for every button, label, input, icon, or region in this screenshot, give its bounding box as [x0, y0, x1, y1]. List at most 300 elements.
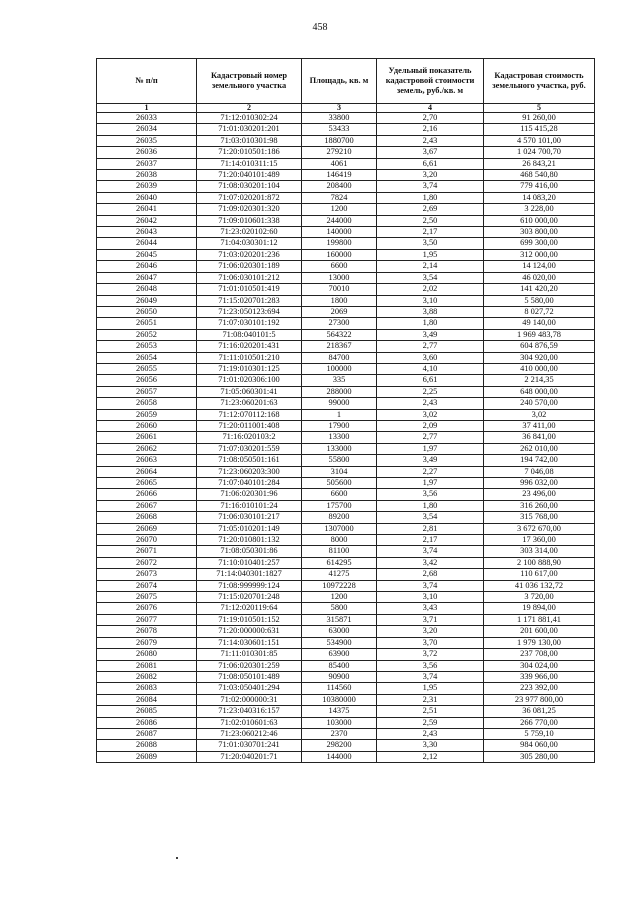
table-row — [97, 489, 595, 500]
table-row — [97, 569, 595, 580]
row-number: 26070 — [97, 535, 197, 546]
area: 10380000 — [302, 694, 377, 705]
table-row — [97, 181, 595, 192]
specific-value: 3,42 — [377, 557, 484, 568]
row-number: 26074 — [97, 580, 197, 591]
area: 81100 — [302, 546, 377, 557]
table-row — [97, 318, 595, 329]
cadastral-value: 91 260,00 — [484, 113, 595, 124]
cadastral-number: 71:16:020201:431 — [197, 341, 302, 352]
cadastral-number: 71:20:010801:132 — [197, 535, 302, 546]
row-number: 26049 — [97, 295, 197, 306]
specific-value: 3,71 — [377, 614, 484, 625]
cadastral-number: 71:01:030701:241 — [197, 740, 302, 751]
row-number: 26041 — [97, 204, 197, 215]
specific-value: 3,88 — [377, 306, 484, 317]
area: 89200 — [302, 512, 377, 523]
area: 1200 — [302, 204, 377, 215]
cadastral-value: 37 411,00 — [484, 420, 595, 431]
area: 140000 — [302, 227, 377, 238]
cadastral-number: 71:12:010302:24 — [197, 113, 302, 124]
cadastral-value: 339 966,00 — [484, 671, 595, 682]
cadastral-number: 71:12:020119:64 — [197, 603, 302, 614]
cadastral-value: 14 124,00 — [484, 261, 595, 272]
cadastral-number: 71:23:020102:60 — [197, 227, 302, 238]
cadastral-number: 71:02:010601:63 — [197, 717, 302, 728]
specific-value: 3,50 — [377, 238, 484, 249]
table-row — [97, 717, 595, 728]
row-number: 26042 — [97, 215, 197, 226]
area: 13300 — [302, 432, 377, 443]
cadastral-value: 240 570,00 — [484, 398, 595, 409]
row-number: 26059 — [97, 409, 197, 420]
area: 1800 — [302, 295, 377, 306]
row-number: 26077 — [97, 614, 197, 625]
cadastral-value: 237 708,00 — [484, 649, 595, 660]
row-number: 26076 — [97, 603, 197, 614]
table-row — [97, 432, 595, 443]
area: 298200 — [302, 740, 377, 751]
specific-value: 3,30 — [377, 740, 484, 751]
column-number: 3 — [302, 104, 377, 113]
column-number-row — [97, 104, 595, 113]
row-number: 26080 — [97, 649, 197, 660]
area: 84700 — [302, 352, 377, 363]
area: 17900 — [302, 420, 377, 431]
table-row — [97, 728, 595, 739]
specific-value: 3,20 — [377, 626, 484, 637]
specific-value: 2,70 — [377, 113, 484, 124]
header-number: № п/п — [97, 59, 197, 104]
table-row — [97, 626, 595, 637]
cadastral-value: 468 540,80 — [484, 170, 595, 181]
area: 2069 — [302, 306, 377, 317]
cadastral-value: 304 024,00 — [484, 660, 595, 671]
area: 2370 — [302, 728, 377, 739]
table-row — [97, 386, 595, 397]
specific-value: 3,02 — [377, 409, 484, 420]
table-row — [97, 147, 595, 158]
area: 41275 — [302, 569, 377, 580]
area: 103000 — [302, 717, 377, 728]
cadastral-value: 1 024 700,70 — [484, 147, 595, 158]
cadastral-number: 71:19:010501:152 — [197, 614, 302, 625]
area: 208400 — [302, 181, 377, 192]
table-row — [97, 227, 595, 238]
table-row — [97, 295, 595, 306]
area: 1880700 — [302, 135, 377, 146]
cadastral-number: 71:07:020201:872 — [197, 192, 302, 203]
area: 7824 — [302, 192, 377, 203]
cadastral-number: 71:01:030201:201 — [197, 124, 302, 135]
table-row — [97, 135, 595, 146]
cadastral-number: 71:06:020301:96 — [197, 489, 302, 500]
cadastral-value: 312 000,00 — [484, 249, 595, 260]
area: 63000 — [302, 626, 377, 637]
specific-value: 1,80 — [377, 500, 484, 511]
specific-value: 3,49 — [377, 455, 484, 466]
specific-value: 2,31 — [377, 694, 484, 705]
cadastral-number: 71:06:030101:212 — [197, 272, 302, 283]
row-number: 26051 — [97, 318, 197, 329]
area: 33800 — [302, 113, 377, 124]
row-number: 26054 — [97, 352, 197, 363]
cadastral-value: 110 617,00 — [484, 569, 595, 580]
table-row — [97, 375, 595, 386]
row-number: 26050 — [97, 306, 197, 317]
specific-value: 2,43 — [377, 398, 484, 409]
cadastral-number: 71:11:010301:85 — [197, 649, 302, 660]
cadastral-number: 71:19:010301:125 — [197, 363, 302, 374]
cadastral-number: 71:23:040316:157 — [197, 706, 302, 717]
cadastral-value: 2 214,35 — [484, 375, 595, 386]
specific-value: 6,61 — [377, 158, 484, 169]
table-row — [97, 158, 595, 169]
specific-value: 2,81 — [377, 523, 484, 534]
area: 244000 — [302, 215, 377, 226]
row-number: 26039 — [97, 181, 197, 192]
row-number: 26065 — [97, 478, 197, 489]
table-row — [97, 238, 595, 249]
cadastral-number: 71:20:010501:186 — [197, 147, 302, 158]
row-number: 26075 — [97, 592, 197, 603]
cadastral-number: 71:07:030201:559 — [197, 443, 302, 454]
table-row — [97, 170, 595, 181]
cadastral-value: 17 360,00 — [484, 535, 595, 546]
cadastral-number: 71:20:040101:489 — [197, 170, 302, 181]
cadastral-value: 36 081,25 — [484, 706, 595, 717]
cadastral-number: 71:06:020301:259 — [197, 660, 302, 671]
cadastral-number: 71:01:010501:419 — [197, 284, 302, 295]
cadastral-number: 71:08:030201:104 — [197, 181, 302, 192]
specific-value: 3,10 — [377, 295, 484, 306]
row-number: 26063 — [97, 455, 197, 466]
cadastral-value: 996 032,00 — [484, 478, 595, 489]
specific-value: 3,56 — [377, 489, 484, 500]
specific-value: 2,27 — [377, 466, 484, 477]
cadastral-number: 71:08:999999:124 — [197, 580, 302, 591]
area: 53433 — [302, 124, 377, 135]
area: 10972228 — [302, 580, 377, 591]
cadastral-number: 71:23:060203:300 — [197, 466, 302, 477]
cadastral-number: 71:05:010201:149 — [197, 523, 302, 534]
table-row — [97, 204, 595, 215]
cadastral-number: 71:06:030101:217 — [197, 512, 302, 523]
cadastral-value: 7 046,08 — [484, 466, 595, 477]
cadastral-number: 71:09:010601:338 — [197, 215, 302, 226]
row-number: 26088 — [97, 740, 197, 751]
row-number: 26058 — [97, 398, 197, 409]
cadastral-number: 71:14:030601:151 — [197, 637, 302, 648]
cadastral-value: 4 570 101,00 — [484, 135, 595, 146]
table-row — [97, 341, 595, 352]
row-number: 26062 — [97, 443, 197, 454]
cadastral-value: 604 876,59 — [484, 341, 595, 352]
area: 1307000 — [302, 523, 377, 534]
row-number: 26037 — [97, 158, 197, 169]
row-number: 26083 — [97, 683, 197, 694]
row-number: 26071 — [97, 546, 197, 557]
area: 27300 — [302, 318, 377, 329]
cadastral-number: 71:03:020201:236 — [197, 249, 302, 260]
specific-value: 1,97 — [377, 443, 484, 454]
area: 5800 — [302, 603, 377, 614]
cadastral-value: 699 300,00 — [484, 238, 595, 249]
cadastral-value: 23 496,00 — [484, 489, 595, 500]
cadastral-value: 201 600,00 — [484, 626, 595, 637]
cadastral-number: 71:02:000000:31 — [197, 694, 302, 705]
table-row — [97, 363, 595, 374]
table-row — [97, 683, 595, 694]
cadastral-value: 5 759,10 — [484, 728, 595, 739]
table-row — [97, 249, 595, 260]
cadastral-value: 23 977 800,00 — [484, 694, 595, 705]
table-row — [97, 192, 595, 203]
cadastral-number: 71:08:050301:86 — [197, 546, 302, 557]
table-row — [97, 215, 595, 226]
table-row — [97, 478, 595, 489]
area: 63900 — [302, 649, 377, 660]
row-number: 26055 — [97, 363, 197, 374]
row-number: 26084 — [97, 694, 197, 705]
area: 133000 — [302, 443, 377, 454]
cadastral-number: 71:01:020306:100 — [197, 375, 302, 386]
specific-value: 2,77 — [377, 341, 484, 352]
area: 6600 — [302, 261, 377, 272]
table-row — [97, 443, 595, 454]
cadastral-value: 648 000,00 — [484, 386, 595, 397]
cadastral-value: 223 392,00 — [484, 683, 595, 694]
area: 175700 — [302, 500, 377, 511]
cadastral-value: 8 027,72 — [484, 306, 595, 317]
specific-value: 1,80 — [377, 318, 484, 329]
cadastral-value: 141 420,20 — [484, 284, 595, 295]
cadastral-value: 303 800,00 — [484, 227, 595, 238]
row-number: 26060 — [97, 420, 197, 431]
cadastral-value: 2 100 888,90 — [484, 557, 595, 568]
cadastral-number: 71:09:020301:320 — [197, 204, 302, 215]
area: 279210 — [302, 147, 377, 158]
cadastral-value: 410 000,00 — [484, 363, 595, 374]
specific-value: 2,16 — [377, 124, 484, 135]
table-row — [97, 512, 595, 523]
cadastral-number: 71:16:020103:2 — [197, 432, 302, 443]
cadastral-value: 26 843,21 — [484, 158, 595, 169]
table-row — [97, 124, 595, 135]
specific-value: 1,95 — [377, 249, 484, 260]
table-row — [97, 352, 595, 363]
area: 614295 — [302, 557, 377, 568]
cadastral-number: 71:23:050123:694 — [197, 306, 302, 317]
cadastral-value: 5 580,00 — [484, 295, 595, 306]
cadastral-number: 71:20:000000:631 — [197, 626, 302, 637]
specific-value: 3,74 — [377, 671, 484, 682]
area: 335 — [302, 375, 377, 386]
table-row — [97, 329, 595, 340]
table-row — [97, 637, 595, 648]
specific-value: 2,12 — [377, 751, 484, 762]
cadastral-number: 71:08:040101:5 — [197, 329, 302, 340]
row-number: 26073 — [97, 569, 197, 580]
table-row — [97, 603, 595, 614]
column-number: 1 — [97, 104, 197, 113]
cadastral-number: 71:05:060301:41 — [197, 386, 302, 397]
row-number: 26079 — [97, 637, 197, 648]
table-row — [97, 306, 595, 317]
table-row — [97, 557, 595, 568]
cadastral-number: 71:07:040101:284 — [197, 478, 302, 489]
row-number: 26087 — [97, 728, 197, 739]
cadastral-value: 1 979 130,00 — [484, 637, 595, 648]
row-number: 26038 — [97, 170, 197, 181]
table-row — [97, 580, 595, 591]
specific-value: 2,68 — [377, 569, 484, 580]
table-row — [97, 535, 595, 546]
row-number: 26068 — [97, 512, 197, 523]
table-row — [97, 546, 595, 557]
specific-value: 3,74 — [377, 181, 484, 192]
area: 8000 — [302, 535, 377, 546]
row-number: 26033 — [97, 113, 197, 124]
cadastral-number: 71:20:011001:408 — [197, 420, 302, 431]
row-number: 26066 — [97, 489, 197, 500]
table-row — [97, 455, 595, 466]
row-number: 26069 — [97, 523, 197, 534]
row-number: 26089 — [97, 751, 197, 762]
specific-value: 2,59 — [377, 717, 484, 728]
specific-value: 3,54 — [377, 272, 484, 283]
cadastral-value: 41 036 132,72 — [484, 580, 595, 591]
row-number: 26053 — [97, 341, 197, 352]
specific-value: 3,43 — [377, 603, 484, 614]
table-row — [97, 671, 595, 682]
cadastral-value: 316 260,00 — [484, 500, 595, 511]
specific-value: 2,02 — [377, 284, 484, 295]
specific-value: 2,43 — [377, 728, 484, 739]
row-number: 26061 — [97, 432, 197, 443]
specific-value: 1,95 — [377, 683, 484, 694]
specific-value: 2,77 — [377, 432, 484, 443]
cadastral-value: 49 140,00 — [484, 318, 595, 329]
area: 90900 — [302, 671, 377, 682]
cadastral-value: 266 770,00 — [484, 717, 595, 728]
row-number: 26057 — [97, 386, 197, 397]
specific-value: 2,43 — [377, 135, 484, 146]
specific-value: 1,80 — [377, 192, 484, 203]
specific-value: 3,60 — [377, 352, 484, 363]
cadastral-value: 779 416,00 — [484, 181, 595, 192]
area: 114560 — [302, 683, 377, 694]
row-number: 26072 — [97, 557, 197, 568]
area: 70010 — [302, 284, 377, 295]
row-number: 26056 — [97, 375, 197, 386]
cadastral-value: 1 171 881,41 — [484, 614, 595, 625]
cadastral-value: 194 742,00 — [484, 455, 595, 466]
row-number: 26086 — [97, 717, 197, 728]
specific-value: 3,70 — [377, 637, 484, 648]
row-number: 26081 — [97, 660, 197, 671]
table-row — [97, 272, 595, 283]
table-row — [97, 284, 595, 295]
row-number: 26040 — [97, 192, 197, 203]
table-row — [97, 500, 595, 511]
area: 13000 — [302, 272, 377, 283]
cadastral-number: 71:08:050101:489 — [197, 671, 302, 682]
area: 1 — [302, 409, 377, 420]
column-number: 2 — [197, 104, 302, 113]
specific-value: 2,51 — [377, 706, 484, 717]
cadastral-number: 71:08:050501:161 — [197, 455, 302, 466]
area: 85400 — [302, 660, 377, 671]
area: 505600 — [302, 478, 377, 489]
specific-value: 1,97 — [377, 478, 484, 489]
specific-value: 3,10 — [377, 592, 484, 603]
cadastral-table — [96, 58, 595, 763]
table-row — [97, 740, 595, 751]
cadastral-value: 315 768,00 — [484, 512, 595, 523]
cadastral-number: 71:15:020701:248 — [197, 592, 302, 603]
cadastral-number: 71:03:050401:294 — [197, 683, 302, 694]
area: 55800 — [302, 455, 377, 466]
area: 564322 — [302, 329, 377, 340]
table-row — [97, 751, 595, 762]
area: 288000 — [302, 386, 377, 397]
page-number: 458 — [312, 22, 328, 33]
specific-value: 2,09 — [377, 420, 484, 431]
table-row — [97, 409, 595, 420]
cadastral-value: 1 969 483,78 — [484, 329, 595, 340]
cadastral-value: 36 841,00 — [484, 432, 595, 443]
scan-dot — [176, 857, 178, 859]
cadastral-number: 71:12:070112:168 — [197, 409, 302, 420]
row-number: 26035 — [97, 135, 197, 146]
row-number: 26078 — [97, 626, 197, 637]
cadastral-value: 305 280,00 — [484, 751, 595, 762]
cadastral-value: 610 000,00 — [484, 215, 595, 226]
table-row — [97, 398, 595, 409]
cadastral-value: 3,02 — [484, 409, 595, 420]
table-row — [97, 706, 595, 717]
specific-value: 6,61 — [377, 375, 484, 386]
cadastral-number: 71:15:020701:283 — [197, 295, 302, 306]
table-row — [97, 466, 595, 477]
cadastral-value: 46 020,00 — [484, 272, 595, 283]
specific-value: 4,10 — [377, 363, 484, 374]
area: 3104 — [302, 466, 377, 477]
row-number: 26036 — [97, 147, 197, 158]
specific-value: 2,25 — [377, 386, 484, 397]
area: 534900 — [302, 637, 377, 648]
specific-value: 3,74 — [377, 580, 484, 591]
area: 100000 — [302, 363, 377, 374]
table-row — [97, 694, 595, 705]
column-number: 5 — [484, 104, 595, 113]
table-row — [97, 592, 595, 603]
row-number: 26047 — [97, 272, 197, 283]
row-number: 26085 — [97, 706, 197, 717]
specific-value: 2,17 — [377, 227, 484, 238]
table-row — [97, 261, 595, 272]
specific-value: 2,14 — [377, 261, 484, 272]
header-specific-value: Удельный показатель кадастровой стоимости земель, руб./кв. м — [377, 59, 484, 104]
specific-value: 3,54 — [377, 512, 484, 523]
area: 4061 — [302, 158, 377, 169]
header-row — [97, 59, 595, 104]
cadastral-number: 71:23:060201:63 — [197, 398, 302, 409]
table-row — [97, 523, 595, 534]
cadastral-value: 3 720,00 — [484, 592, 595, 603]
area: 146419 — [302, 170, 377, 181]
